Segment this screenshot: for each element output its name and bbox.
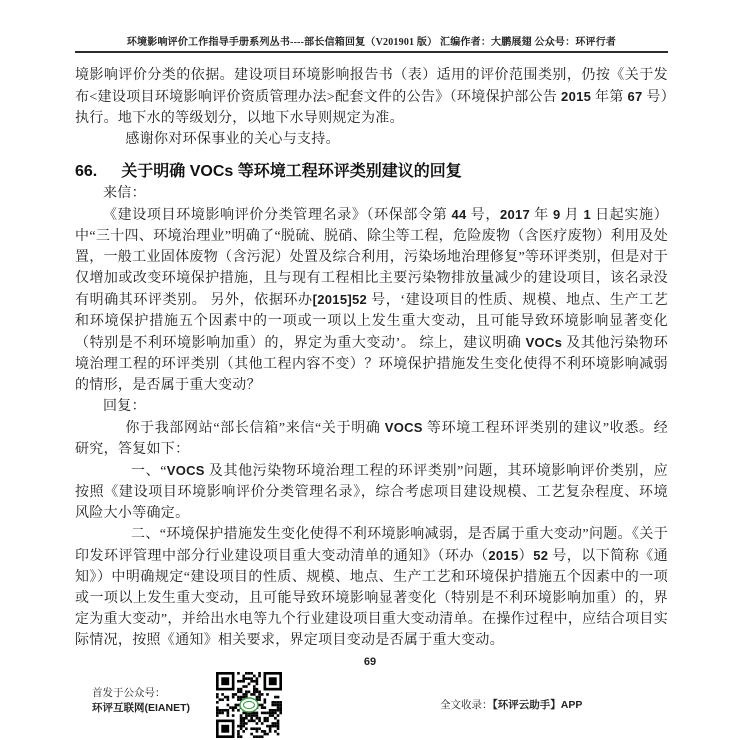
publisher-line1: 首发于公众号： (92, 687, 166, 699)
header-title: 环境影响评价工作指导手册系列丛书----部长信箱回复（V201901 版） 汇编作者：大鹏展翅 公众号：环评行者 (126, 37, 617, 48)
footer-collection-note: 全文收录：【环评云助手】APP (440, 699, 583, 711)
footer-publisher (92, 686, 190, 716)
page-number: 69 (363, 656, 377, 668)
thanks-line: 感谢你对环保事业的关心与支持。 (125, 132, 340, 147)
reply-point-2: 二、“环境保护措施发生变化使得不利环境影响减弱，是否属于重大变动”问题。《关于印发环评管理中部分行业建设项目重大变动清单的通知》（环办（2015）52 号，以下简称《通知》）中明确规定“建设项目的性质、规模、地点、生产工艺和环境保护措施五个因素中的一项或一项以上发生重大变动，且可能导致环境影响显著变化（特别是不利环境影响加重）的，界定为重大变动”，并给出水电等九个行业建设项目重大变动清单。在操作过程中，应结合项目实际情况，按照《通知》相关要求，界定项目变动是否属于重大变动。 (75, 527, 669, 648)
reply-intro: 你于我部网站“部长信箱”来信“关于明确 VOCS 等环境工程环评类别的建议”收悉。经研究，答复如下： (75, 420, 668, 457)
document-body (75, 65, 668, 651)
page-content (75, 0, 668, 651)
section-title: 关于明确 VOCs 等环境工程环评类别建议的回复 (121, 163, 462, 180)
reply-label: 回复： (103, 399, 146, 414)
qr-code (216, 672, 282, 738)
continuation-paragraph: 境影响评价分类的依据。建设项目环境影响报告书（表）适用的评价范围类别，仍按《关于发布<建设项目环境影响评价资质管理办法>配套文件的公告》（环境保护部公告 2015 年第 67 号）执行。地下水的等级划分，以地下水导则规定为准。 (75, 68, 668, 126)
section-heading (75, 161, 668, 183)
qr-code-svg (216, 672, 282, 738)
publisher-line2: 环评互联网(EIANET) (92, 702, 190, 714)
page-header (75, 0, 668, 53)
letter-label: 来信： (103, 186, 146, 201)
reply-point-1: 一、“VOCS 及其他污染物环境治理工程的环评类别”问题，其环境影响评价类别，应按照《建设项目环境影响评价分类管理名录》，综合考虑项目建设规模、工艺复杂程度、环境风险大小等确定。 (75, 463, 668, 521)
letter-paragraph: 《建设项目环境影响评价分类管理名录》（环保部令第 44 号，2017 年 9 月 1 日起实施）中“三十四、环境治理业”明确了“脱硫、脱硝、除尘等工程，危险废物（含医疗废物）利用及处置，一般工业固体废物（含污泥）处置及综合利用，污染场地治理修复”等环评类别，但是对于仅增加或改变环境保护措施，且与现有工程相比主要污染物排放量减少的建设项目，该名录没有明确其环评类别。 另外，依据环办[2015]52 号，‘建设项目的性质、规模、地点、生产工艺和环境保护措施五个因素中的一项或一项以上发生重大变动，且可能导致环境影响显著变化（特别是不利环境影响加重）的，界定为重大变动’。 综上，建议明确 VOCs 及其他污染物环境治理工程的环评类别（其他工程内容不变）？环境保护措施发生变化使得不利环境影响减弱的情形，是否属于重大变动？ (75, 207, 668, 393)
section-number: 66. (75, 163, 98, 180)
